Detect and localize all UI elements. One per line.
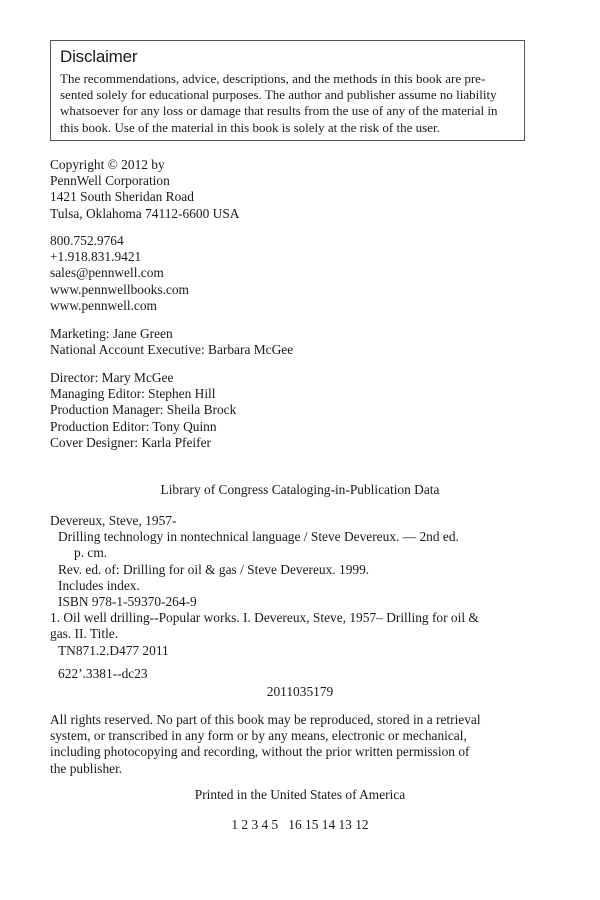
cip-revision: Rev. ed. of: Drilling for oil & gas / Steve Devereux. 1999. — [58, 561, 370, 577]
website-main: www.pennwell.com — [50, 297, 157, 313]
publisher-block — [50, 157, 239, 222]
marketing-block — [50, 326, 293, 358]
cip-title: Drilling technology in nontechnical language / Steve Devereux. — 2nd ed. — [58, 529, 459, 545]
disclaimer-title: Disclaimer — [60, 47, 138, 66]
contact-block — [50, 233, 189, 314]
rights-statement — [50, 712, 530, 777]
managing-editor-credit: Managing Editor: Stephen Hill — [50, 386, 216, 402]
cip-subjects: 1. Oil well drilling--Popular works. I. Devereux, Steve, 1957– Drilling for oil & — [50, 610, 479, 626]
cip-pages: p. cm. — [74, 545, 108, 561]
website-books: www.pennwellbooks.com — [50, 281, 189, 297]
cip-isbn: ISBN 978-1-59370-264-9 — [58, 594, 197, 610]
rights-line: the publisher. — [50, 760, 123, 776]
cip-heading: Library of Congress Cataloging-in-Publication Data — [160, 482, 440, 497]
rights-line: system, or transcribed in any form or by any means, electronic or mechanical, — [50, 728, 467, 744]
copyright-line: Copyright © 2012 by — [50, 157, 165, 172]
phone-intl: +1.918.831.9421 — [50, 249, 142, 265]
director-credit: Director: Mary McGee — [50, 370, 174, 385]
rights-line: including photocopying and recording, without the prior written permission of — [50, 744, 470, 760]
disclaimer-line: The recommendations, advice, descriptions, and the methods in this book are pre- — [60, 71, 486, 86]
cip-index: Includes index. — [58, 577, 140, 593]
publisher-city: Tulsa, Oklahoma 74112-6600 USA — [50, 205, 240, 221]
disclaimer-text — [60, 71, 516, 136]
account-exec-credit: National Account Executive: Barbara McGee — [50, 342, 294, 358]
cip-lccn: 2011035179 — [266, 684, 334, 699]
phone-tollfree: 800.752.9764 — [50, 233, 124, 248]
cip-record — [50, 513, 479, 659]
cip-subjects-cont: gas. II. Title. — [50, 626, 119, 642]
sales-email: sales@pennwell.com — [50, 265, 164, 281]
disclaimer-line: whatsoever for any loss or damage that results from the use of any of the material in — [60, 103, 498, 119]
disclaimer-box — [50, 40, 525, 141]
cip-lcc: TN871.2.D477 2011 — [58, 642, 169, 658]
marketing-credit: Marketing: Jane Green — [50, 326, 173, 341]
rights-line: All rights reserved. No part of this book may be reproduced, stored in a retrieval — [50, 712, 481, 727]
printed-in: Printed in the United States of America — [194, 787, 406, 802]
disclaimer-line: this book. Use of the material in this book is solely at the risk of the user. — [60, 119, 440, 135]
staff-block — [50, 370, 236, 451]
cover-designer-credit: Cover Designer: Karla Pfeifer — [50, 434, 211, 450]
publisher-name: PennWell Corporation — [50, 173, 170, 189]
publisher-street: 1421 South Sheridan Road — [50, 189, 194, 205]
printing-line: 1 2 3 4 5 16 15 14 13 12 — [231, 817, 369, 832]
production-manager-credit: Production Manager: Sheila Brock — [50, 402, 237, 418]
production-editor-credit: Production Editor: Tony Quinn — [50, 418, 217, 434]
disclaimer-line: sented solely for educational purposes. The author and publisher assume no liability — [60, 87, 497, 103]
cip-author: Devereux, Steve, 1957- — [50, 513, 177, 528]
cip-ddc: 622’.3381--dc23 — [58, 666, 148, 681]
